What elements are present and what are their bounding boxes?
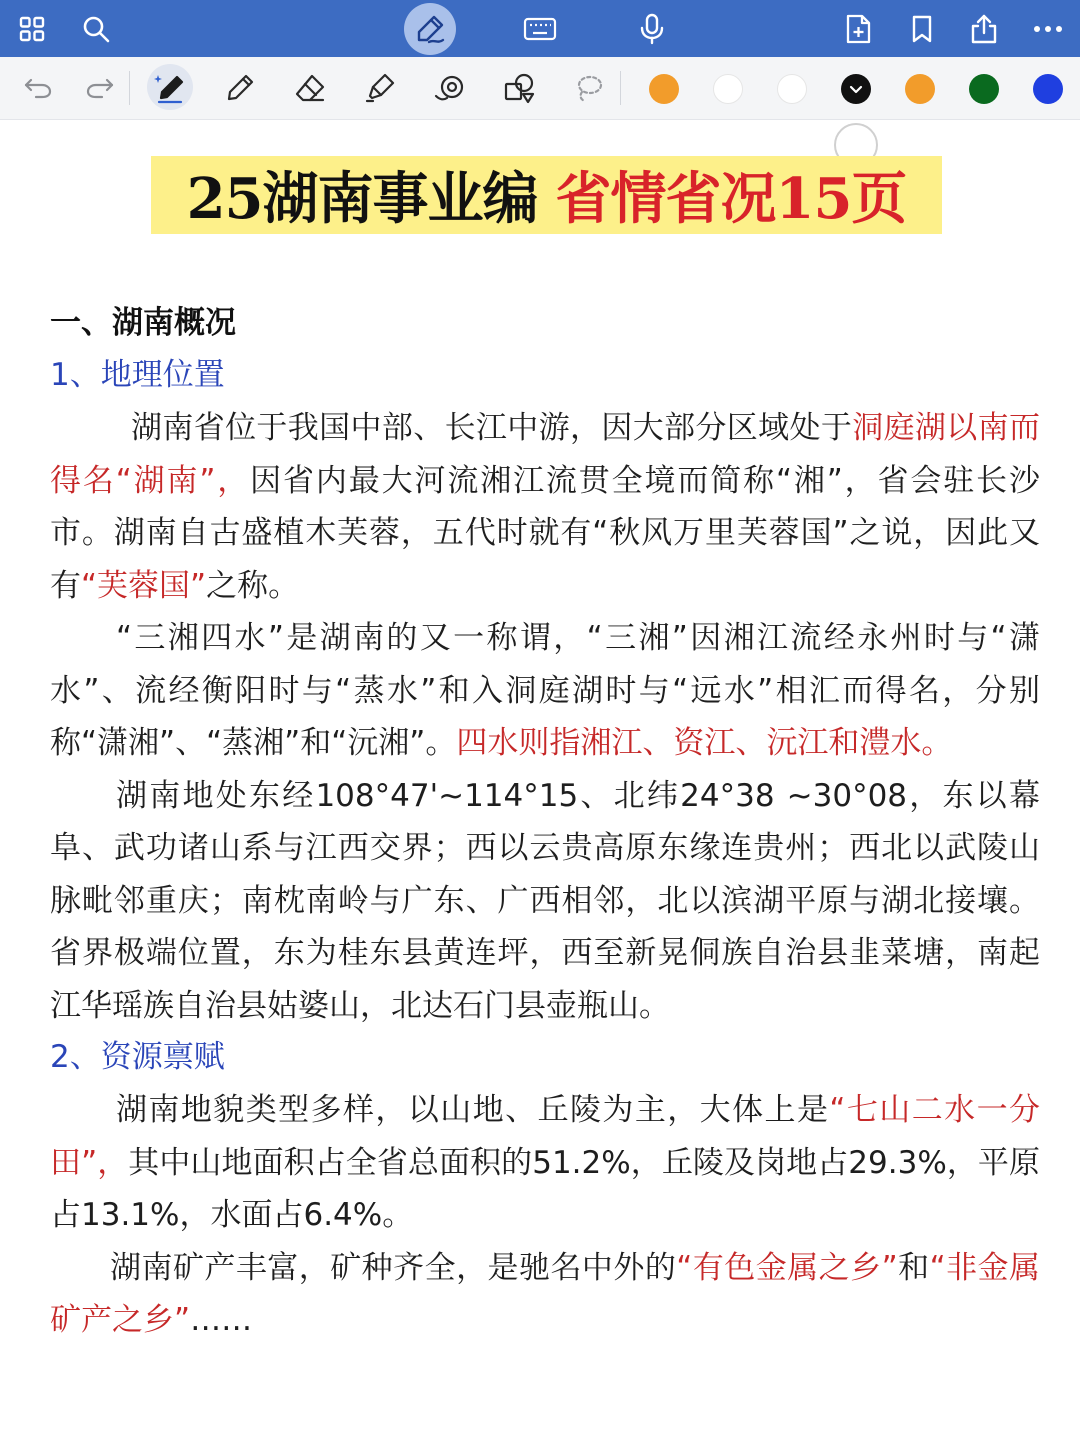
color-swatch-white[interactable] [713,74,743,104]
top-app-bar [0,0,1080,57]
body-text: 湖南矿产丰富，矿种齐全，是驰名中外的 [110,1249,677,1286]
chevron-down-icon [841,74,871,104]
keyboard-icon[interactable] [520,0,560,57]
eraser-icon[interactable] [284,57,336,119]
paragraph-sanxiang-sishui [50,612,1040,770]
title-main: 25湖南事业编 [186,166,538,232]
grid-icon[interactable] [12,0,52,57]
smart-pen-icon[interactable] [144,57,196,119]
body-text: 和 [897,1249,930,1286]
emphasis-text: 四水则指湘江、资江、沅江和澧水。 [456,725,953,761]
color-swatch-black[interactable] [841,74,871,104]
color-swatch-blue[interactable] [1033,74,1063,104]
microphone-icon[interactable] [632,0,672,57]
section-heading: 一、湖南概况 [50,305,236,341]
title-highlight: 省情省况15页 [555,166,907,232]
emphasis-text: “有色金属之乡” [676,1249,898,1286]
subsection-heading-geography: 1、地理位置 [50,357,225,393]
pen-mode-icon[interactable] [404,0,456,57]
color-swatch-white-2[interactable] [777,74,807,104]
shape-recognition-icon[interactable] [424,57,476,119]
body-text: 之称。 [206,567,300,604]
paragraph-boundaries [50,770,1040,1033]
paragraph-landforms [50,1084,1040,1242]
redo-icon[interactable] [74,57,126,119]
document-title [151,156,942,234]
body-text: 湖南地貌类型多样，以山地、丘陵为主，大体上是 [116,1092,830,1128]
pencil-icon[interactable] [214,57,266,119]
document-body [50,298,1040,1347]
toolbar-divider [129,71,130,105]
search-icon[interactable] [76,0,116,57]
body-text: “三湘四水”是湖南的又一称谓，“三湘”因湘江流经永州时与“潇水”、流经衡阳时与“蒸水”和入洞庭湖时与“远水”相汇而得名，分别称“潇湘”、“蒸湘”和“沅湘”。 [50,620,1040,761]
body-text: …… [190,1302,253,1338]
shape-icon[interactable] [494,57,546,119]
undo-icon[interactable] [12,57,64,119]
subsection-heading-resources: 2、资源禀赋 [50,1039,225,1075]
paragraph-name-origin [50,402,1040,612]
color-swatch-orange-2[interactable] [905,74,935,104]
body-text: 因省内最大河流湘江流贯全境而简称“湘”，省会驻长沙市。湖南自古盛植木芙蓉，五代时就有“秋风万里芙蓉国”之说，因此又有 [50,462,1040,604]
emphasis-text: “非金属矿产之乡” [50,1249,1041,1338]
highlighter-icon[interactable] [354,57,406,119]
color-swatch-orange[interactable] [649,74,679,104]
add-page-icon[interactable] [838,0,878,57]
body-text: 其中山地面积占全省总面积的51.2%，丘陵及岗地占29.3%，平原占13.1%，水面占6.4%。 [50,1144,1040,1233]
emphasis-text: “七山二水一分田”， [50,1092,1041,1181]
emphasis-text: 洞庭湖以南而得名“湖南”， [50,410,1041,499]
paragraph-minerals [50,1242,1040,1347]
more-icon[interactable] [1028,0,1068,57]
lasso-icon[interactable] [562,57,614,119]
body-text: 湖南地处东经108°47'~114°15、北纬24°38 ~30°08，东以幕阜、武功诸山系与江西交界；西以云贵高原东缘连贵州；西北以武陵山脉毗邻重庆；南枕南岭与广东、广西相邻，北以滨湖平原与湖北接壤。省界极端位置，东为桂东县黄连坪，西至新晃侗族自治县韭菜塘，南起江华瑶族自治县姑婆山，北达石门县壶瓶山。 [50,777,1040,1024]
emphasis-text: “芙蓉国” [81,567,207,604]
toolbar-divider [620,71,621,105]
color-swatch-green[interactable] [969,74,999,104]
body-text: 湖南省位于我国中部、长江中游，因大部分区域处于 [131,410,853,446]
share-icon[interactable] [964,0,1004,57]
bookmark-icon[interactable] [902,0,942,57]
